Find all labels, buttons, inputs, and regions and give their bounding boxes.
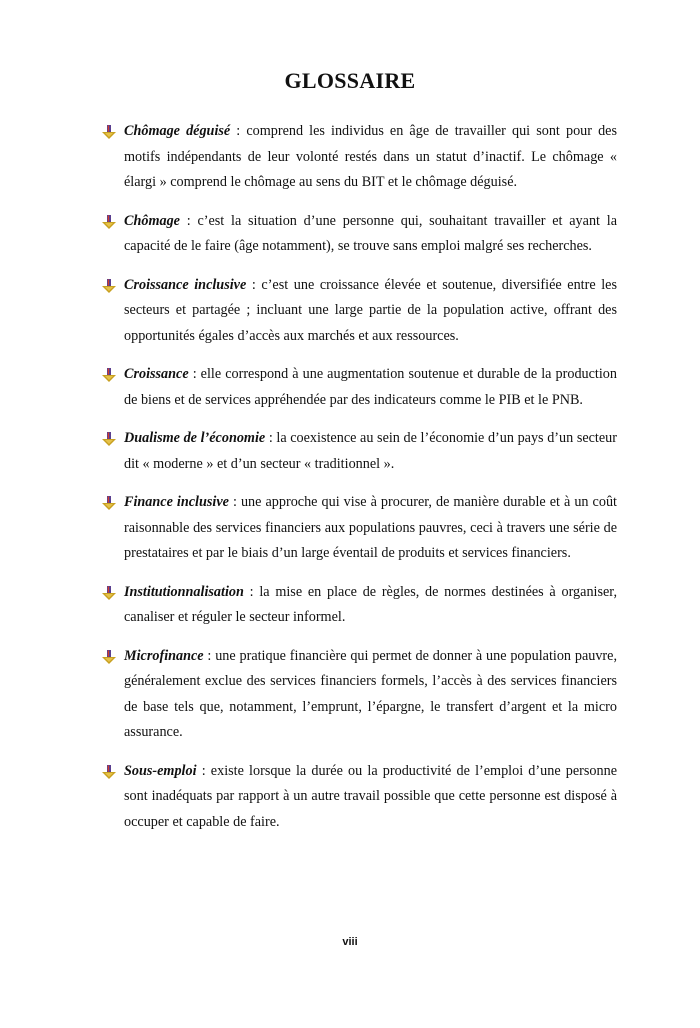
glossary-definition: : existe lorsque la durée ou la productivité de l’emploi d’une personne sont inadéquats par rapport à un autre travail possible que cette personne est disposé à occuper et capable de faire. — [124, 762, 617, 830]
down-arrow-bullet-icon — [101, 585, 117, 601]
down-arrow-bullet-icon — [101, 431, 117, 447]
glossary-definition: : une pratique financière qui permet de donner à une population pauvre, généralement exclue des services financiers formels, l’accès à des services financiers de base tels que, notamment, l’emprunt, l’épargne, le transfert d’argent et la micro assurance. — [124, 647, 617, 740]
down-arrow-bullet-icon — [101, 764, 117, 780]
down-arrow-bullet-icon — [101, 495, 117, 511]
glossary-definition: : c’est une croissance élevée et soutenue, diversifiée entre les secteurs et partagée ; incluant une large partie de la population active, offrant des opportunités égales d’accès aux marchés et aux ressources. — [124, 276, 617, 344]
glossary-entry — [101, 490, 617, 567]
glossary-term: Finance inclusive — [124, 494, 229, 510]
page-number: viii — [342, 936, 358, 948]
glossary-entry — [101, 426, 617, 477]
glossary-term: Dualisme de l’économie — [124, 430, 266, 446]
glossary-entry — [101, 119, 617, 196]
glossary-definition: : comprend les individus en âge de travailler qui sont pour des motifs indépendants de leur volonté restés dans un statut d’inactif. Le chômage « élargi » comprend le chômage au sens du BIT et le chômage déguisé. — [124, 123, 617, 190]
down-arrow-bullet-icon — [101, 649, 117, 665]
glossary-definition: : c’est la situation d’une personne qui, souhaitant travailler et ayant la capacité de le faire (âge notamment), se trouve sans emploi malgré ses recherches. — [124, 212, 617, 254]
glossary-definition: : une approche qui vise à procurer, de manière durable et à un coût raisonnable des services financiers aux populations pauvres, ceci à travers une série de prestataires et par le biais d’un large éventail de produits et services financiers. — [124, 494, 617, 561]
glossary-term: Microfinance — [124, 647, 204, 664]
down-arrow-bullet-icon — [101, 214, 117, 230]
glossary-entry — [101, 580, 617, 631]
glossary-list — [101, 119, 617, 848]
glossary-entry — [101, 273, 617, 350]
glossary-term: Sous-emploi — [124, 762, 197, 779]
glossary-term: Croissance — [124, 366, 189, 382]
glossary-definition: : la mise en place de règles, de normes destinées à organiser, canaliser et réguler le secteur informel. — [124, 583, 617, 625]
glossary-term: Chômage déguisé — [124, 123, 231, 139]
glossary-entry — [101, 362, 617, 413]
down-arrow-bullet-icon — [101, 367, 117, 383]
down-arrow-bullet-icon — [101, 124, 117, 140]
glossary-entry — [101, 759, 617, 836]
down-arrow-bullet-icon — [101, 278, 117, 294]
glossary-term: Institutionnalisation — [124, 583, 244, 600]
glossary-entry — [101, 209, 617, 260]
glossary-term: Chômage — [124, 212, 180, 229]
glossary-entry — [101, 644, 617, 746]
page-title: GLOSSAIRE — [284, 68, 416, 93]
glossary-term: Croissance inclusive — [124, 276, 247, 293]
glossary-definition: : elle correspond à une augmentation soutenue et durable de la production de biens et de services appréhendée par des indicateurs comme le PIB et le PNB. — [124, 366, 617, 408]
glossary-definition: : la coexistence au sein de l’économie d’un pays d’un secteur dit « moderne » et d’un secteur « traditionnel ». — [124, 430, 617, 472]
